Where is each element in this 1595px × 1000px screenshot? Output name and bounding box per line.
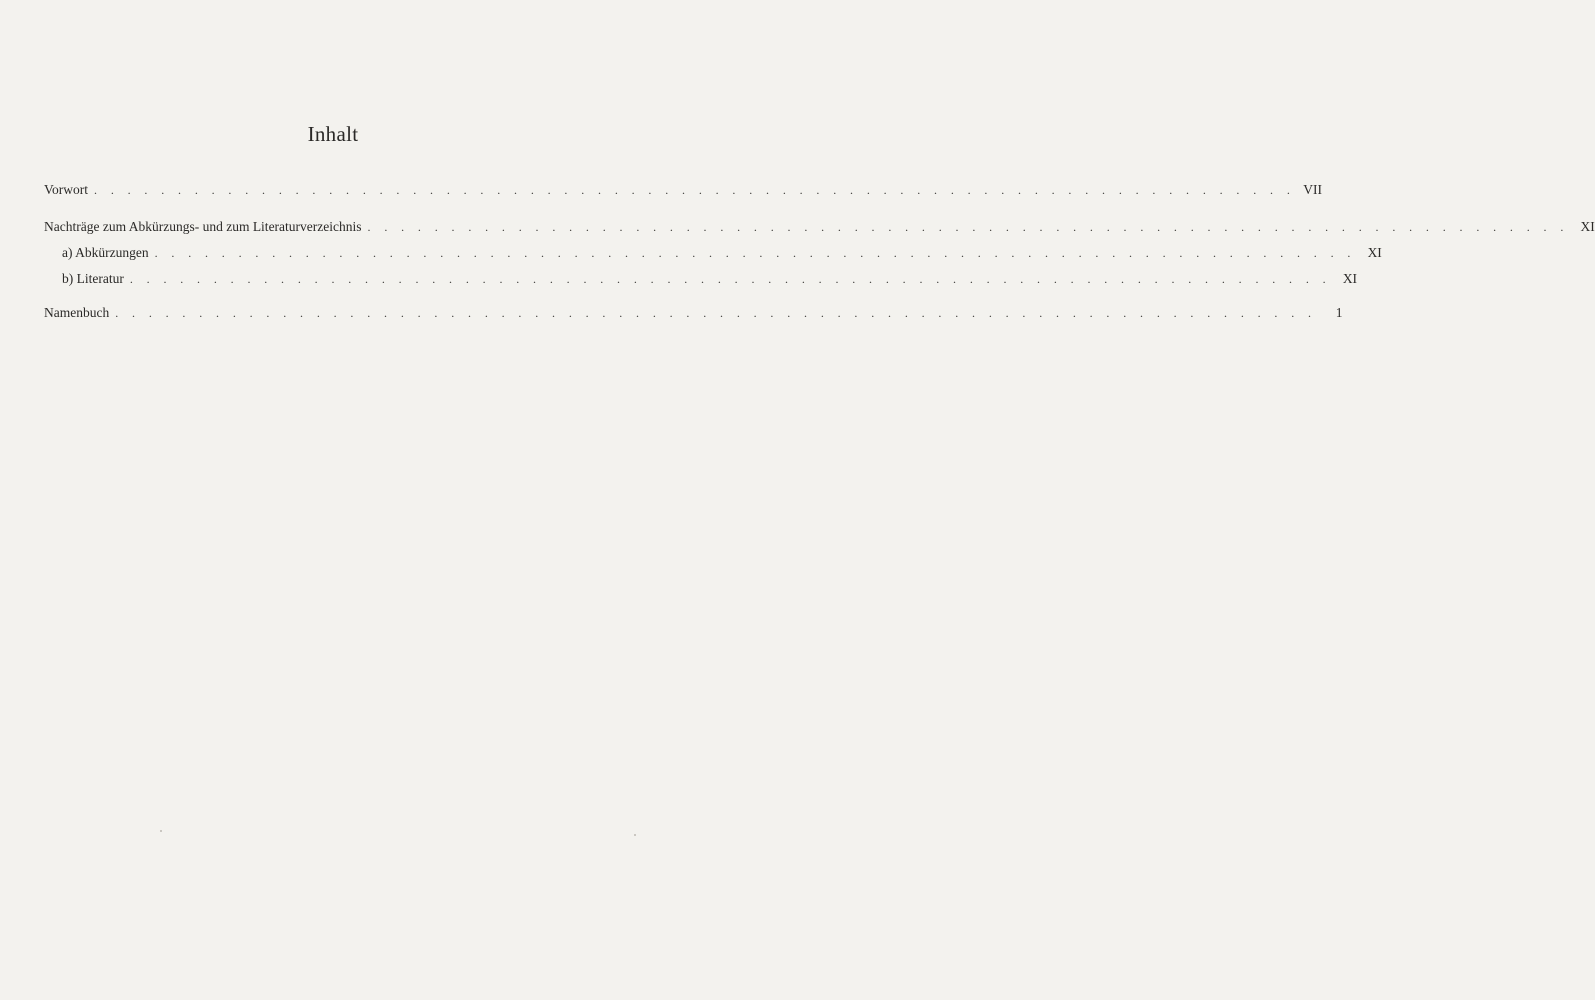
page-title: Inhalt: [307, 122, 359, 146]
toc-dot-leader: . . . . . . . . . . . . . . . . . . . . . . . . . . . . . . . . . . . . . . . . . . . . . . . . . . . . . . . . . . . . . . . . . . . . . . . .: [115, 306, 1317, 320]
toc-entry-namenbuch[interactable]: [44, 304, 1343, 322]
toc-entry-page: 1: [1335, 305, 1343, 320]
toc-entry-abkuerzungen[interactable]: [44, 244, 1382, 262]
toc-entry-label: Nachträge zum Abkürzungs- und zum Literaturverzeichnis: [44, 219, 362, 234]
toc-dot-leader: . . . . . . . . . . . . . . . . . . . . . . . . . . . . . . . . . . . . . . . . . . . . . . . . . . . . . . . . . . . . . . . . . . . . . . . .: [94, 183, 1296, 197]
toc-entry-literatur[interactable]: [44, 270, 1358, 288]
toc-entry-label: a) Abkürzungen: [62, 245, 149, 260]
toc-dot-leader: . . . . . . . . . . . . . . . . . . . . . . . . . . . . . . . . . . . . . . . . . . . . . . . . . . . . . . . . . . . . . . . . . . . . . . . .: [129, 272, 1332, 286]
paper-speck: [634, 834, 636, 836]
toc-entry-page: XI: [1367, 245, 1382, 260]
toc-entry-label: Vorwort: [44, 182, 89, 197]
toc-entry-page: VII: [1303, 182, 1322, 197]
toc-dot-leader: . . . . . . . . . . . . . . . . . . . . . . . . . . . . . . . . . . . . . . . . . . . . . . . . . . . . . . . . . . . . . . . . . . . . . . . .: [154, 246, 1356, 260]
toc-dot-leader: . . . . . . . . . . . . . . . . . . . . . . . . . . . . . . . . . . . . . . . . . . . . . . . . . . . . . . . . . . . . . . . . . . . . . . . .: [367, 220, 1569, 234]
toc-entry-nachtraege[interactable]: [44, 218, 1595, 236]
toc-entry-vorwort[interactable]: [44, 181, 1322, 199]
toc-entry-page: XI: [1342, 271, 1358, 286]
paper-speck: [160, 830, 162, 832]
toc-entry-label: Namenbuch: [44, 305, 110, 320]
toc-entry-page: XI: [1580, 219, 1595, 234]
toc-entry-label: b) Literatur: [62, 271, 124, 286]
